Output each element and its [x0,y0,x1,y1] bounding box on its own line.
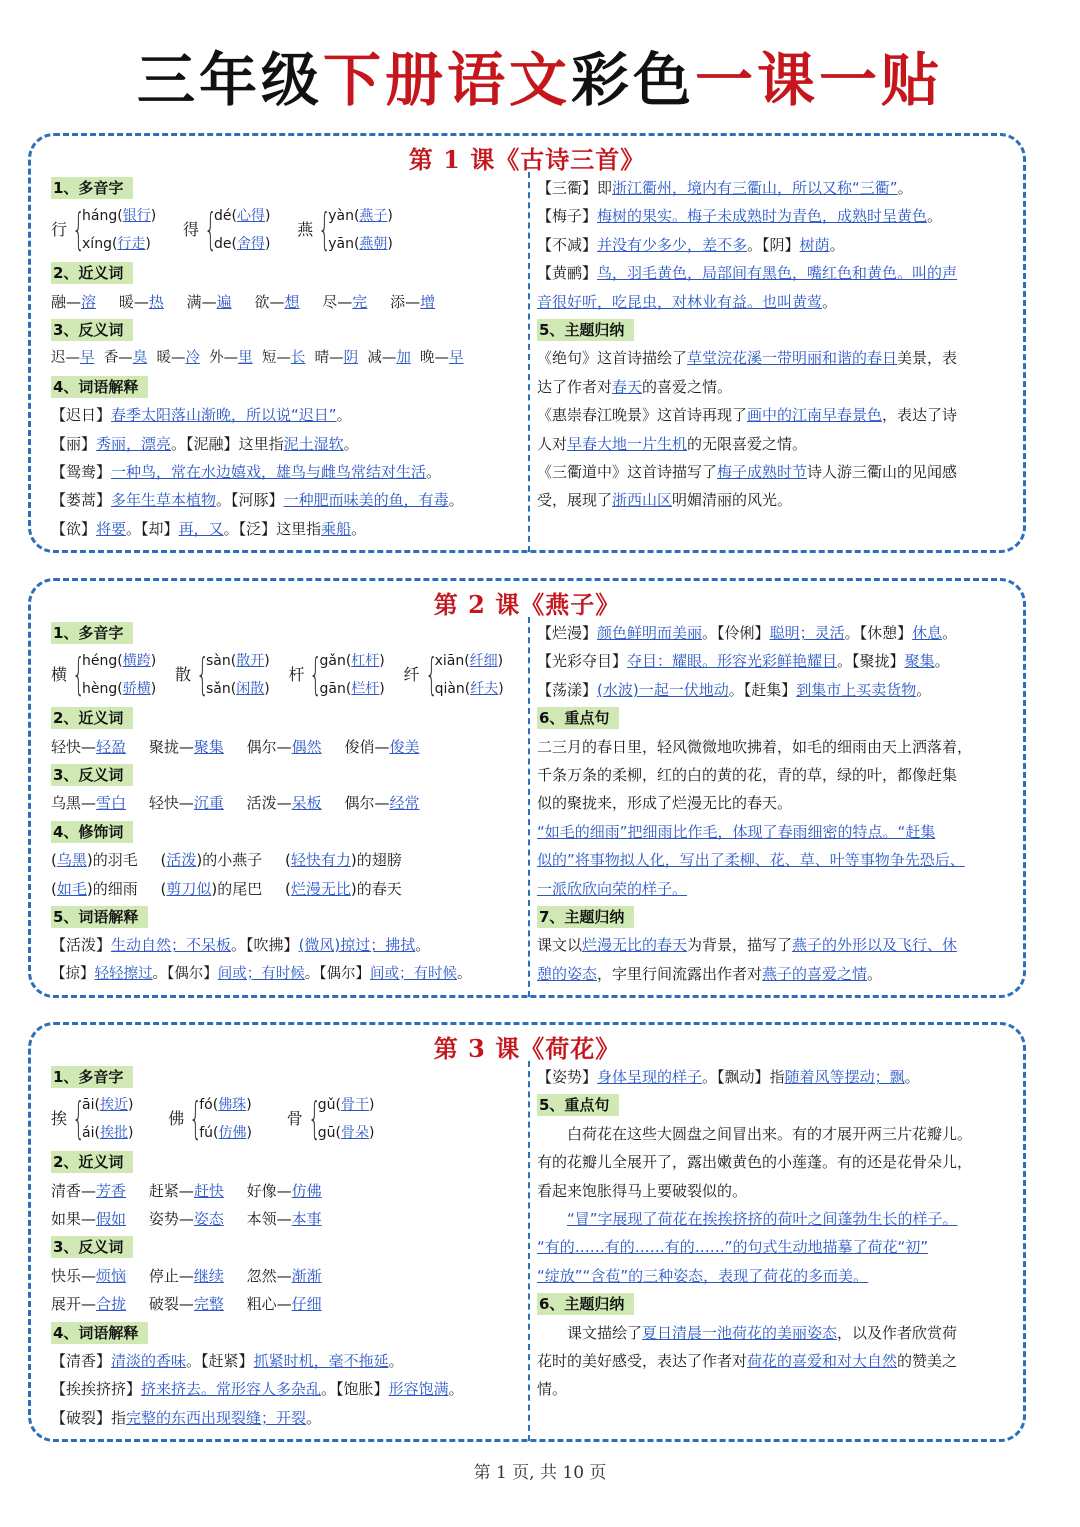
section-header: 5、重点句 [537,1094,619,1116]
key-sentence: 千条万条的柔柳，红的白的黄的花，青的草，绿的叶，都像赶集 [537,765,958,784]
polyphone: 散 { sàn(散开) sǎn(闲散) [174,649,270,701]
definition: 【欲】将要。【却】再，又。【泛】这里指乘船。 [51,519,367,538]
column-divider [528,172,530,552]
polyphone: 行 { háng(银行) xíng(行走) [51,204,157,256]
key-sentence: 白荷花在这些大圆盘之间冒出来。有的才展开两三片花瓣儿。 [567,1124,973,1143]
definition: 【梅子】梅树的果实。梅子未成熟时为青色，成熟时呈黄色。 [537,207,943,226]
section-header: 7、主题归纳 [537,906,634,928]
theme-text: 《三衢道中》这首诗描写了梅子成熟时节诗人游三衢山的见闻感 [537,462,958,481]
modifier-row: (如毛)的细雨 (剪刀似)的尾巴 (烂漫无比)的春天 [51,879,402,898]
theme-text: 课文以烂漫无比的春天为背景，描写了燕子的外形以及飞行、休 [537,936,958,955]
definition: 【黄鹂】鸟，羽毛黄色，局部间有黑色，嘴红色和黄色。叫的声 [537,264,958,283]
key-analysis: 一派欣欣向荣的样子。 [537,879,688,898]
section-header: 3、反义词 [51,1236,133,1258]
lesson-1-title: 第 1 课《古诗三首》 [408,145,646,174]
definition: 【活泼】生动自然；不呆板。【吹拂】(微风)掠过；拂拭。 [51,936,431,955]
section-header: 1、多音字 [51,622,133,644]
key-sentence: 似的聚拢来，形成了烂漫无比的春天。 [537,794,793,813]
lesson-2-card [28,578,1026,998]
key-analysis: “冒”字展现了荷花在挨挨挤挤的荷叶之间蓬勃生长的样子。 [567,1209,958,1228]
polyphone: 杆 { gǎn(杠杆) gān(栏杆) [288,649,385,701]
definition: 【破裂】指完整的东西出现裂缝；开裂。 [51,1408,322,1427]
theme-text: 憩的姿态，字里行间流露出作者对燕子的喜爱之情。 [537,964,883,983]
section-header: 4、词语解释 [51,376,148,398]
page-footer: 第 1 页, 共 10 页 [473,1463,607,1483]
section-header: 6、主题归纳 [537,1293,634,1315]
antonym-row: 迟—早 香—臭 暖—冷 外—里 短—长 晴—阴 减—加 晚—早 [51,350,464,367]
polyphone: 挨 { āi(挨近) ái(挨批) [51,1093,134,1145]
definition: 【光彩夺目】夺目：耀眼。形容光彩鲜艳耀目。【聚拢】聚集。 [537,652,950,671]
key-sentence: 有的花瓣儿全展开了，露出嫩黄色的小莲蓬。有的还是花骨朵儿， [537,1153,973,1172]
section-header: 3、反义词 [51,764,133,786]
lesson-2-title: 第 2 课《燕子》 [433,590,621,619]
polyphone: 燕 { yàn(燕子) yān(燕朝) [297,204,393,256]
lesson-3-title: 第 3 课《荷花》 [433,1034,621,1063]
theme-text: 花时的美好感受，表达了作者对荷花的喜爱和对大自然的赞美之 [537,1351,958,1370]
section-header: 2、近义词 [51,262,133,284]
section-header: 1、多音字 [51,177,133,199]
definition: 【不减】并没有少多少，差不多。【阴】树荫。 [537,235,845,254]
key-sentence: 看起来饱胀得马上要破裂似的。 [537,1181,748,1200]
definition: 【姿势】身体呈现的样子。【飘动】指随着风等摆动；飘。 [537,1068,920,1086]
section-header: 1、多音字 [51,1066,133,1088]
column-divider [528,617,530,997]
polyphone-row [51,202,519,259]
definition: 【掠】轻轻擦过。【偶尔】间或；有时候。【偶尔】间或；有时候。 [51,965,472,982]
lesson-2-left [51,619,519,988]
polyphone-row [51,1091,519,1148]
polyphone: 佛 { fó(佛珠) fú(仿佛) [168,1093,252,1145]
key-analysis: 似的”将事物拟人化，写出了柔柳、花、草、叶等事物争先恐后、 [537,851,965,870]
section-header: 5、词语解释 [51,906,148,928]
lesson-3-right [537,1063,1007,1404]
theme-text: 情。 [537,1380,568,1399]
definition: 音很好听，吃昆虫，对林业有益。也叫黄莺。 [537,292,838,311]
page-title: 三年级下册语文彩色一课一贴 [136,46,944,114]
theme-text: 课文描绘了夏日清晨一池荷花的美丽姿态，以及作者欣赏荷 [567,1323,958,1342]
section-header: 4、词语解释 [51,1322,148,1344]
section-header: 3、反义词 [51,319,133,341]
key-analysis: “有的……有的……有的……”的句式生动地描摹了荷花“初” [537,1238,929,1257]
key-sentence: 二三月的春日里，轻风微微地吹拂着，如毛的细雨由天上洒落着， [537,737,973,756]
definition: 【鸳鸯】一种鸟，常在水边嬉戏，雄鸟与雌鸟常结对生活。 [51,462,442,481]
lesson-1-card [28,133,1026,553]
section-header: 2、近义词 [51,707,133,729]
section-header: 5、主题归纳 [537,319,634,341]
lesson-1-right [537,174,1007,515]
synonym-row: 清香—芳香 赶紧—赶快 好像—仿佛 [51,1181,322,1200]
antonym-row: 乌黑—雪白 轻快—沉重 活泼—呆板 偶尔—经常 [51,794,420,813]
definition: 【清香】清淡的香味。【赶紧】抓紧时机，毫不拖延。 [51,1351,404,1370]
polyphone: 骨 { gǔ(骨干) gū(骨朵) [286,1093,375,1145]
theme-text: 达了作者对春天的喜爱之情。 [537,377,733,396]
section-header: 2、近义词 [51,1151,133,1173]
antonym-row: 快乐—烦恼 停止—继续 忽然—渐渐 [51,1266,322,1285]
synonym-row: 融—溶 暖—热 满—遍 欲—想 尽—完 添—增 [51,292,436,311]
polyphone: 得 { dé(心得) de(舍得) [182,204,271,256]
section-header: 6、重点句 [537,707,619,729]
theme-text: 人对早春大地一片生机的无限喜爱之情。 [537,434,808,453]
definition: 【丽】秀丽，漂亮。【泥融】这里指泥土湿软。 [51,434,359,453]
definition: 【荡漾】(水波)一起一伏地动。【赶集】到集市上买卖货物。 [537,680,932,699]
lesson-2-right [537,619,1007,988]
theme-text: 受，展现了浙西山区明媚清丽的风光。 [537,491,793,510]
synonym-row: 如果—假如 姿势—姿态 本领—本事 [51,1209,322,1228]
key-analysis: “绽放”“含苞”的三种姿态，表现了荷花的多而美。 [537,1266,869,1285]
lesson-1-left [51,174,519,543]
definition: 【蒌蒿】多年生草本植物。【河豚】一种肥而味美的鱼，有毒。 [51,491,464,510]
polyphone: 横 { héng(横跨) hèng(骄横) [51,649,157,701]
polyphone: 纤 { xiān(纤细) qiàn(纤夫) [403,649,504,701]
definition: 【挨挨挤挤】挤来挤去。常形容人多杂乱。【饱胀】形容饱满。 [51,1380,464,1399]
lesson-3-card [28,1022,1026,1442]
key-analysis: “如毛的细雨”把细雨比作毛，体现了春雨细密的特点。“赶集 [537,822,936,841]
lesson-3-left [51,1063,519,1432]
polyphone-row [51,647,519,704]
theme-text: 《绝句》这首诗描绘了草堂浣花溪一带明丽和谐的春日美景，表 [537,349,958,368]
definition: 【迟日】春季太阳落山渐晚，所以说“迟日”。 [51,406,352,425]
section-header: 4、修饰词 [51,821,133,843]
antonym-row: 展开—合拢 破裂—完整 粗心—仔细 [51,1295,322,1314]
synonym-row: 轻快—轻盈 聚拢—聚集 偶尔—偶然 俊俏—俊美 [51,737,420,756]
column-divider [528,1061,530,1441]
definition: 【三衢】即浙江衢州，境内有三衢山，所以又称“三衢”。 [537,179,913,197]
definition: 【烂漫】颜色鲜明而美丽。【伶俐】聪明；灵活。【休憩】休息。 [537,624,958,642]
modifier-row: (乌黑)的羽毛 (活泼)的小燕子 (轻快有力)的翅膀 [51,851,402,870]
theme-text: 《惠崇春江晚景》这首诗再现了画中的江南早春景色，表达了诗 [537,406,958,425]
